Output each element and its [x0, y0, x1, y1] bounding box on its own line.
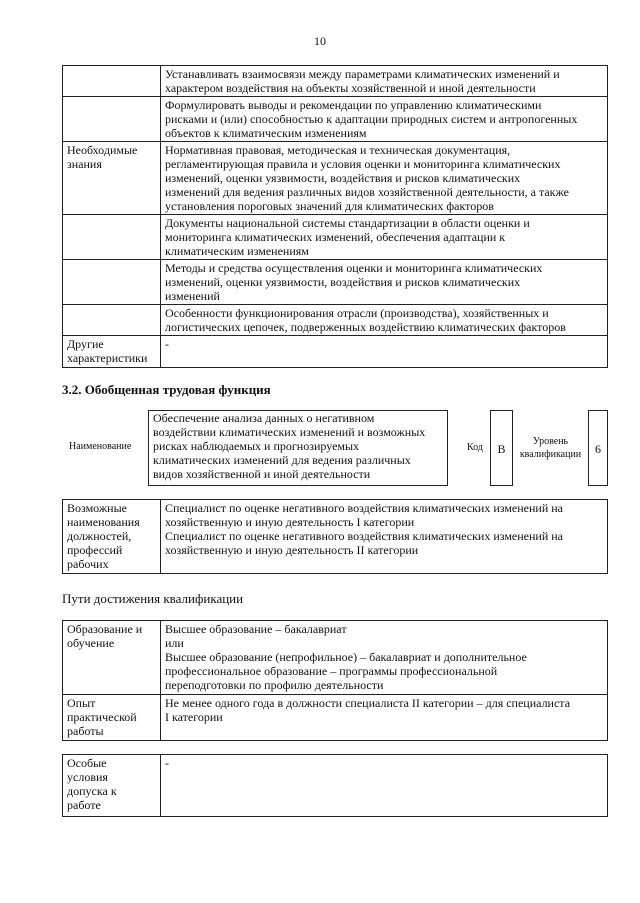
section-heading: 3.2. Обобщенная трудовая функция: [62, 382, 271, 397]
row-text: Нормативная правовая, методическая и техническая документация, регламентирующая правила и условия оценки и мониторинга климатических изменений, оценки уязвимости, воздействия и рисков климатических изменений для ведения различных видов хозяйственной деятельности, а также установления пороговых значений для климатических факторов: [161, 142, 608, 215]
row-text: Устанавливать взаимосвязи между параметрами климатических изменений и характером воздействия на объекты хозяйственной и иной деятельности: [161, 66, 608, 97]
name-label: Наименование: [69, 441, 132, 452]
row-label: [63, 215, 161, 260]
table-row: [63, 215, 608, 260]
table-row: [63, 66, 608, 97]
table-row: [63, 695, 608, 741]
row-label-titles: Возможные наименования должностей, профессий рабочих: [63, 500, 161, 574]
table-row: [63, 500, 608, 574]
row-label-knowledge: Необходимые знания: [63, 142, 161, 215]
job-titles-table: [62, 499, 608, 574]
table-row: [63, 336, 608, 368]
table-row: [63, 142, 608, 215]
row-text: Документы национальной системы стандартизации в области оценки и мониторинга климатических изменений, обеспечения адаптации к климатическим изменениям: [161, 215, 608, 260]
table-row: [63, 621, 608, 695]
qualification-level-value: 6: [588, 410, 608, 486]
row-text: -: [161, 336, 608, 368]
row-text: Высшее образование – бакалавриат или Высшее образование (непрофильное) – бакалавриат и дополнительное профессиональное образование – программы профессиональной переподготовки по профилю деятельности: [161, 621, 608, 695]
row-label-education: Образование и обучение: [63, 621, 161, 695]
table-row: [63, 260, 608, 305]
function-name-box: Обеспечение анализа данных о негативном воздействии климатических изменений и возможных рисках наблюдаемых и прогнозируемых климатических изменений для ведения различных видов хозяйственной и иной деятельности: [148, 410, 448, 486]
row-text: Методы и средства осуществления оценки и мониторинга климатических изменений, оценки уязвимости, воздействия и рисков климатических изменений: [161, 260, 608, 305]
row-text: Не менее одного года в должности специалиста II категории – для специалиста I категории: [161, 695, 608, 741]
education-table: [62, 620, 608, 741]
page-number: 10: [314, 34, 326, 48]
row-label-other: Другие характеристики: [63, 336, 161, 368]
row-label: [63, 305, 161, 336]
row-text: Формулировать выводы и рекомендации по управлению климатическими рисками и (или) способностью к адаптации природных систем и антропогенных объектов к климатическим изменениям: [161, 97, 608, 142]
row-text: -: [161, 755, 608, 817]
code-label: Код: [467, 442, 483, 453]
table-row: [63, 305, 608, 336]
row-label: [63, 260, 161, 305]
code-value: B: [490, 410, 513, 486]
skills-knowledge-table: [62, 65, 608, 368]
row-text: Специалист по оценке негативного воздействия климатических изменений на хозяйственную и иную деятельность I категории Специалист по оценке негативного воздействия климатических изменений на хозяйственную и иную деятельность II категории: [161, 500, 608, 574]
table-row: [63, 755, 608, 817]
paths-heading: Пути достижения квалификации: [62, 591, 244, 606]
row-label: [63, 97, 161, 142]
special-conditions-table: [62, 754, 608, 817]
row-label-experience: Опыт практической работы: [63, 695, 161, 741]
qualification-level-label: Уровень квалификации: [519, 436, 582, 460]
row-label-special: Особые условия допуска к работе: [63, 755, 161, 817]
row-text: Особенности функционирования отрасли (производства), хозяйственных и логистических цепочек, подверженных воздействию климатических факторов: [161, 305, 608, 336]
table-row: [63, 97, 608, 142]
row-label: [63, 66, 161, 97]
